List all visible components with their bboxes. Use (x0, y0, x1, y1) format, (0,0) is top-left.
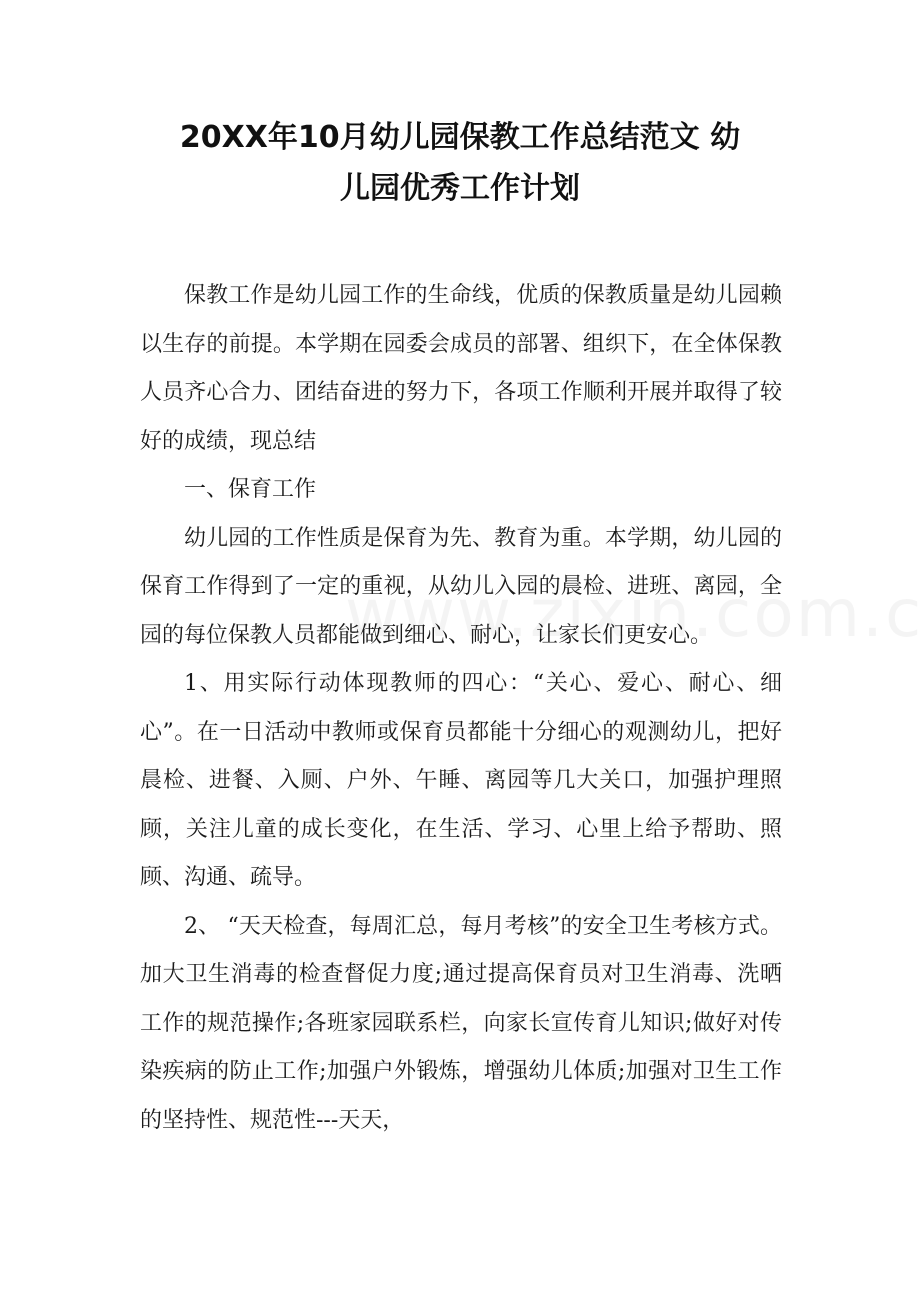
paragraph-point-2: 2、 “天天检查，每周汇总，每月考核”的安全卫生考核方式。加大卫生消毒的检查督促力度;通过提高保育员对卫生消毒、洗晒工作的规范操作;各班家园联系栏，向家长宣传育儿知识;做好对传染疾病的防止工作;加强户外锻炼，增强幼儿体质;加强对卫生工作的坚持性、规范性---天天， (140, 913, 782, 1133)
paragraph-care-nature: 幼儿园的工作性质是保育为先、教育为重。本学期，幼儿园的保育工作得到了一定的重视，从幼儿入园的晨检、进班、离园，全园的每位保教人员都能做到细心、耐心，让家长们更安心。 (140, 525, 782, 648)
paragraph-point-1: 1、用实际行动体现教师的四心：“关心、爱心、耐心、细心”。在一日活动中教师或保育员都能十分细心的观测幼儿，把好晨检、进餐、入厕、户外、午睡、离园等几大关口，加强护理照顾，关注儿童的成长变化，在生活、学习、心里上给予帮助、照顾、沟通、疏导。 (140, 671, 782, 890)
title-line-1: 20XX年10月幼儿园保教工作总结范文 幼 (179, 120, 741, 155)
paragraph-intro: 保教工作是幼儿园工作的生命线，优质的保教质量是幼儿园赖以生存的前提。本学期在园委会成员的部署、组织下，在全体保教人员齐心合力、团结奋进的努力下，各项工作顺利开展并取得了较好的成绩，现总结 (140, 283, 782, 454)
document-body (140, 272, 782, 1145)
section-heading-care: 一、保育工作 (184, 477, 317, 502)
document-title (130, 112, 790, 214)
title-line-2: 儿园优秀工作计划 (340, 171, 580, 206)
